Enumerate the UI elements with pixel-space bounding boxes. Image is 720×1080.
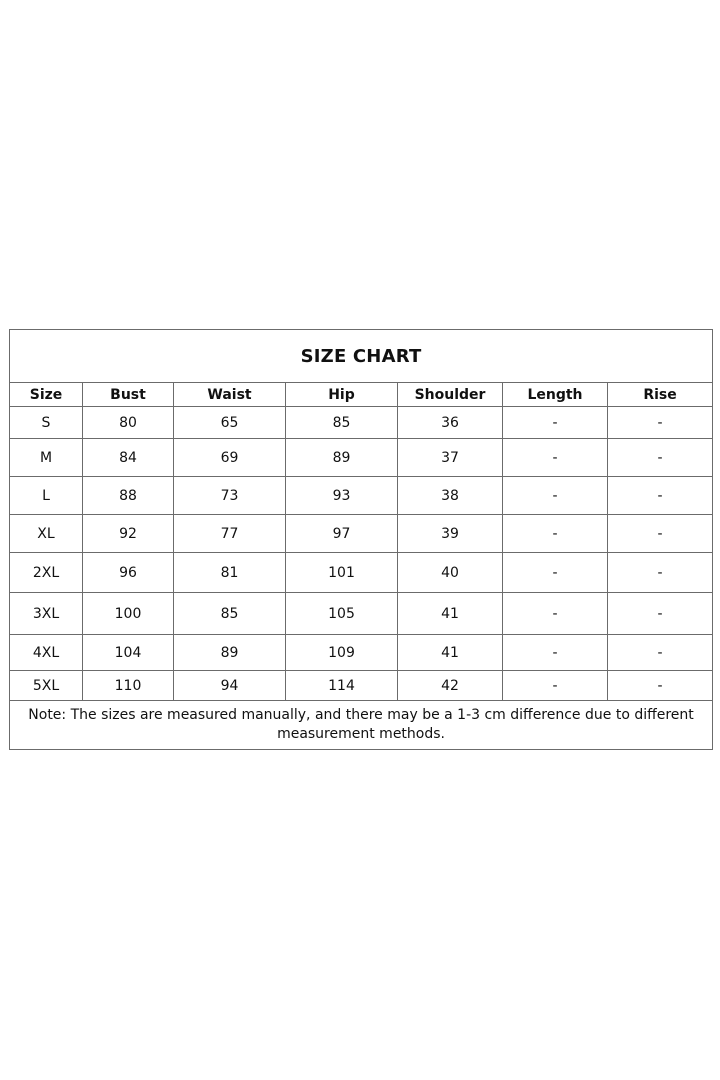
column-header-length: Length	[503, 383, 608, 407]
table-cell: -	[608, 439, 713, 477]
table-cell: 80	[83, 407, 174, 439]
table-cell: 85	[286, 407, 398, 439]
table-cell: S	[10, 407, 83, 439]
table-cell: 42	[398, 671, 503, 701]
table-cell: M	[10, 439, 83, 477]
table-cell: -	[503, 553, 608, 593]
column-header-hip: Hip	[286, 383, 398, 407]
table-row	[10, 635, 713, 671]
table-cell: 89	[174, 635, 286, 671]
table-row	[10, 407, 713, 439]
table-cell: 36	[398, 407, 503, 439]
chart-title: SIZE CHART	[10, 330, 713, 383]
table-cell: 88	[83, 477, 174, 515]
table-cell: 69	[174, 439, 286, 477]
table-cell: -	[503, 477, 608, 515]
table-cell: -	[608, 553, 713, 593]
table-cell: -	[503, 671, 608, 701]
header-row	[10, 383, 713, 407]
table-row	[10, 515, 713, 553]
size-chart-table	[9, 329, 713, 750]
table-cell: XL	[10, 515, 83, 553]
table-cell: 109	[286, 635, 398, 671]
title-row	[10, 330, 713, 383]
table-cell: 100	[83, 593, 174, 635]
table-row	[10, 553, 713, 593]
table-cell: 40	[398, 553, 503, 593]
table-cell: 89	[286, 439, 398, 477]
table-cell: -	[503, 407, 608, 439]
table-cell: 105	[286, 593, 398, 635]
table-cell: -	[503, 515, 608, 553]
table-row	[10, 477, 713, 515]
table-cell: -	[503, 439, 608, 477]
table-cell: -	[608, 477, 713, 515]
table-cell: 92	[83, 515, 174, 553]
table-cell: -	[503, 635, 608, 671]
table-cell: -	[608, 407, 713, 439]
column-header-shoulder: Shoulder	[398, 383, 503, 407]
table-cell: 3XL	[10, 593, 83, 635]
table-cell: 39	[398, 515, 503, 553]
table-cell: 73	[174, 477, 286, 515]
table-cell: 5XL	[10, 671, 83, 701]
table-cell: 93	[286, 477, 398, 515]
column-header-rise: Rise	[608, 383, 713, 407]
measurement-note: Note: The sizes are measured manually, and there may be a 1-3 cm difference due to different measurement methods.	[10, 701, 713, 750]
table-cell: -	[503, 593, 608, 635]
table-cell: 41	[398, 593, 503, 635]
table-cell: 94	[174, 671, 286, 701]
table-cell: 2XL	[10, 553, 83, 593]
column-header-waist: Waist	[174, 383, 286, 407]
table-cell: -	[608, 635, 713, 671]
table-cell: 96	[83, 553, 174, 593]
note-row	[10, 701, 713, 750]
table-cell: 85	[174, 593, 286, 635]
table-cell: 38	[398, 477, 503, 515]
table-cell: 97	[286, 515, 398, 553]
table-row	[10, 671, 713, 701]
table-cell: 104	[83, 635, 174, 671]
column-header-size: Size	[10, 383, 83, 407]
table-cell: 101	[286, 553, 398, 593]
table-cell: -	[608, 515, 713, 553]
table-cell: -	[608, 671, 713, 701]
table-cell: 37	[398, 439, 503, 477]
table-cell: 110	[83, 671, 174, 701]
table-cell: 84	[83, 439, 174, 477]
table-row	[10, 439, 713, 477]
table-cell: 4XL	[10, 635, 83, 671]
table-cell: 41	[398, 635, 503, 671]
table-cell: 77	[174, 515, 286, 553]
column-header-bust: Bust	[83, 383, 174, 407]
table-row	[10, 593, 713, 635]
table-cell: 65	[174, 407, 286, 439]
table-cell: -	[608, 593, 713, 635]
table-cell: 114	[286, 671, 398, 701]
table-cell: L	[10, 477, 83, 515]
table-cell: 81	[174, 553, 286, 593]
